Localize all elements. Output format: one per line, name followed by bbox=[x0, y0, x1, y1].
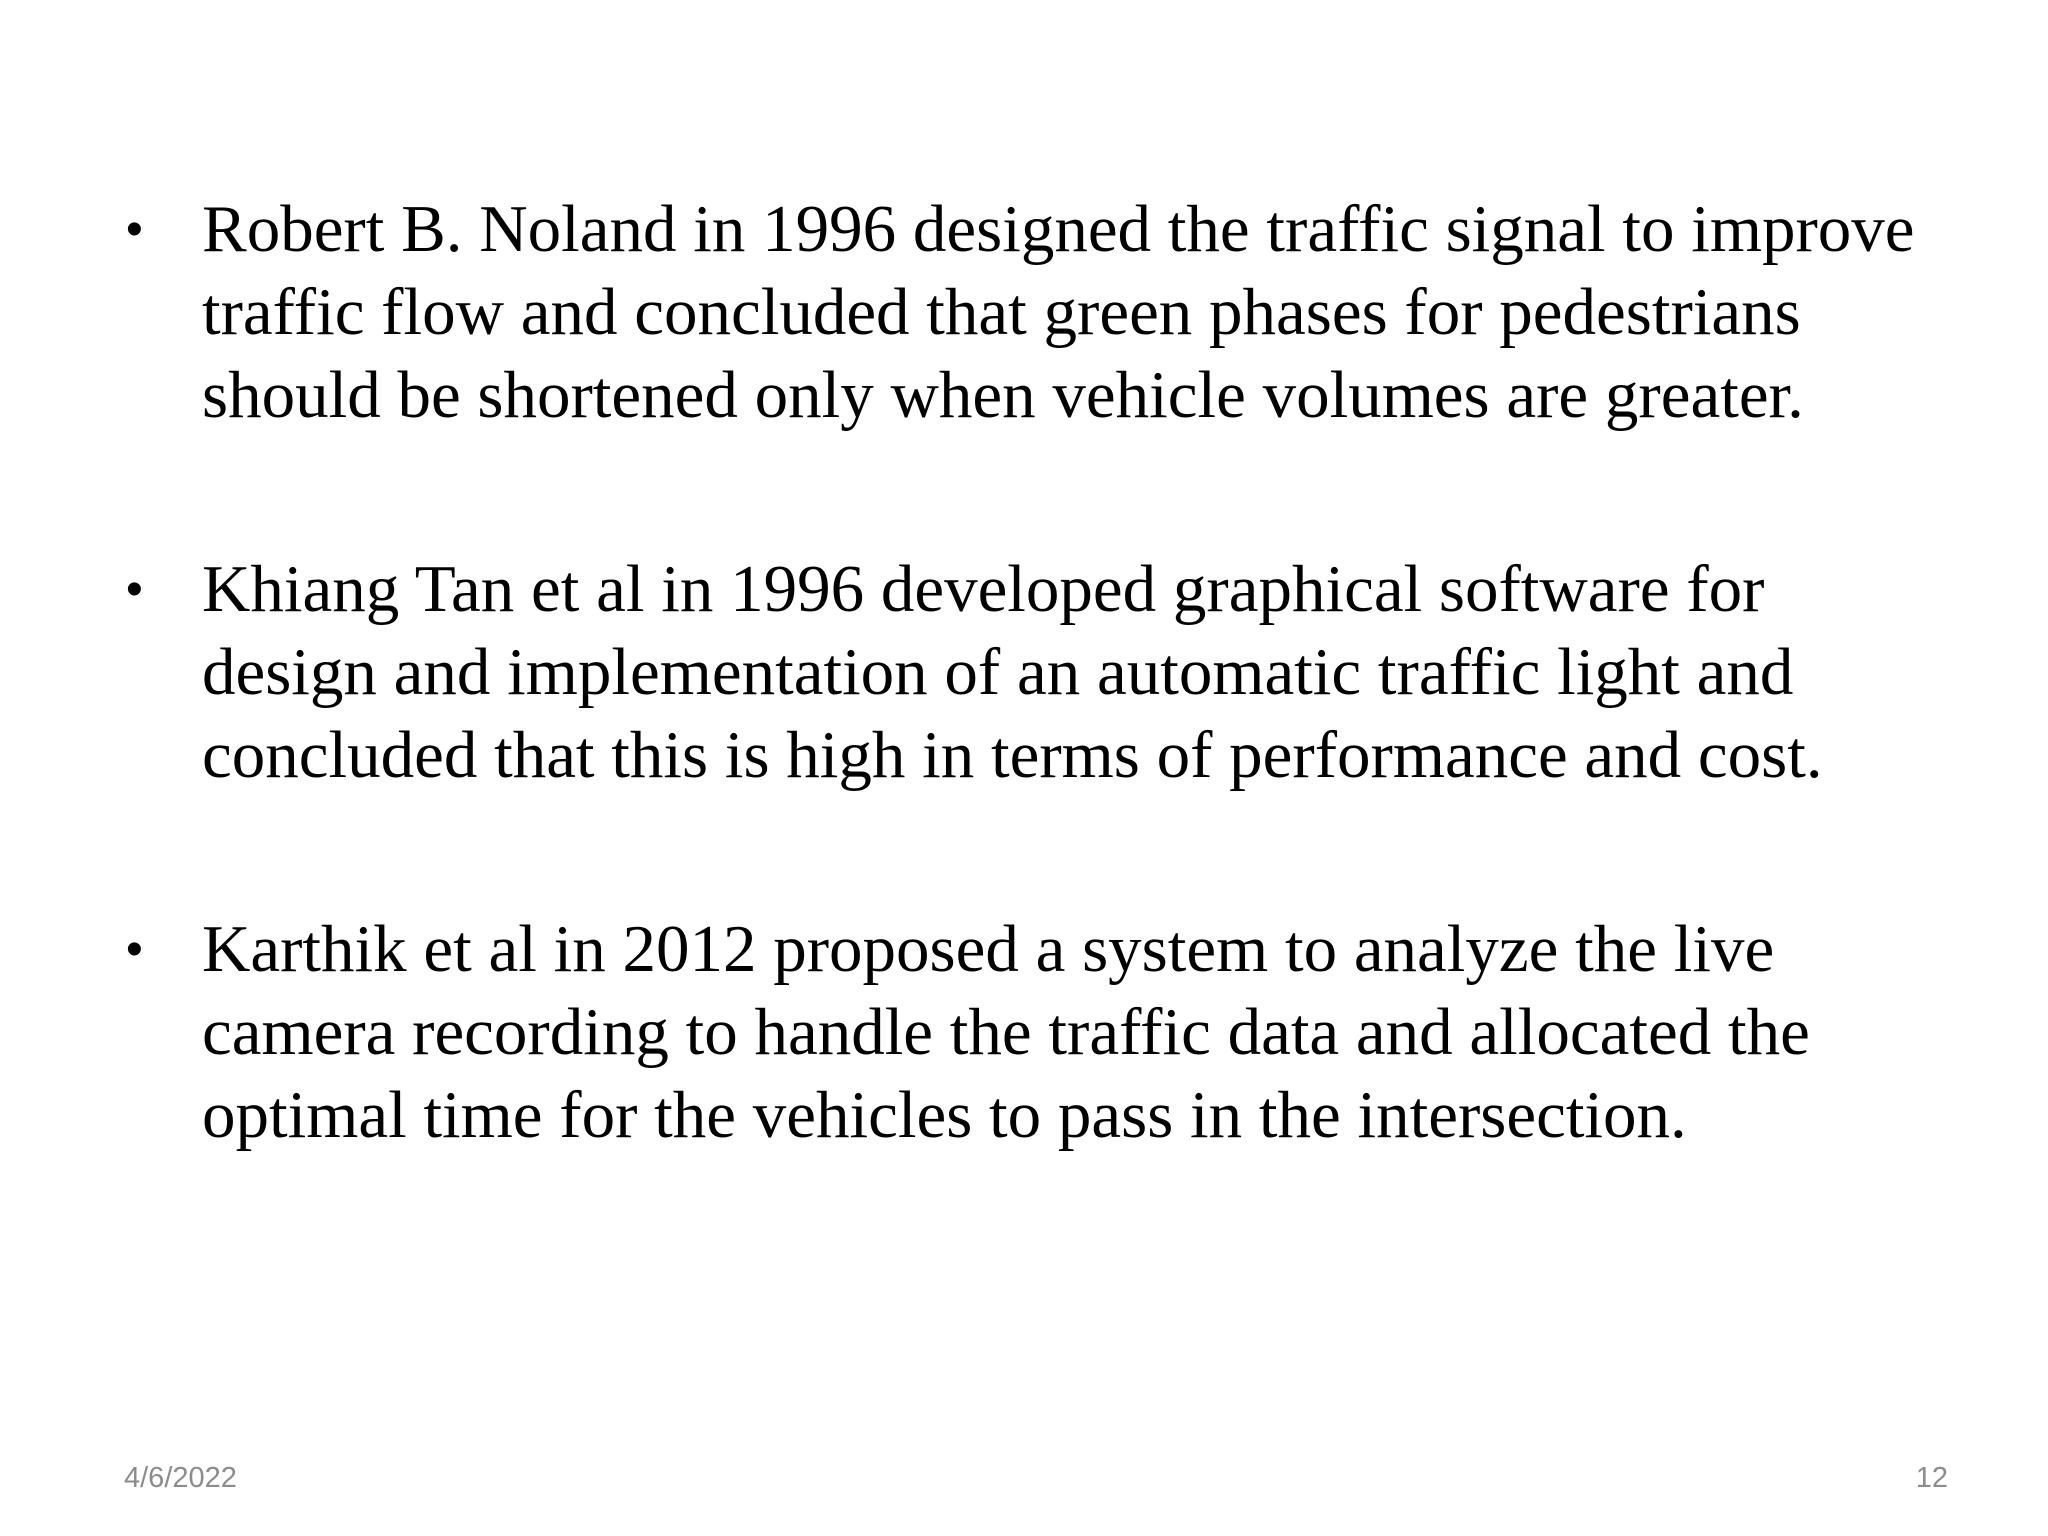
bullet-text: Robert B. Noland in 1996 designed the traffic signal to improve traffic flow and concluded that green phases for pedestrians should be shortened only when vehicle volumes are greater. bbox=[202, 192, 1915, 432]
bullet-icon: • bbox=[126, 923, 143, 976]
bullet-icon: • bbox=[126, 563, 143, 616]
bullet-list bbox=[120, 188, 1930, 1157]
bullet-item bbox=[120, 188, 1930, 437]
bullet-icon: • bbox=[126, 203, 143, 256]
footer-date: 4/6/2022 bbox=[124, 1462, 237, 1494]
footer-page-number: 12 bbox=[1915, 1462, 1948, 1494]
bullet-text: Khiang Tan et al in 1996 developed graphical software for design and implementation of an automatic traffic light and concluded that this is high in terms of performance and cost. bbox=[202, 552, 1823, 792]
bullet-text: Karthik et al in 2012 proposed a system to analyze the live camera recording to handle the traffic data and allocated the optimal time for the vehicles to pass in the intersection. bbox=[202, 912, 1810, 1152]
bullet-item bbox=[120, 548, 1930, 797]
bullet-item bbox=[120, 908, 1930, 1157]
